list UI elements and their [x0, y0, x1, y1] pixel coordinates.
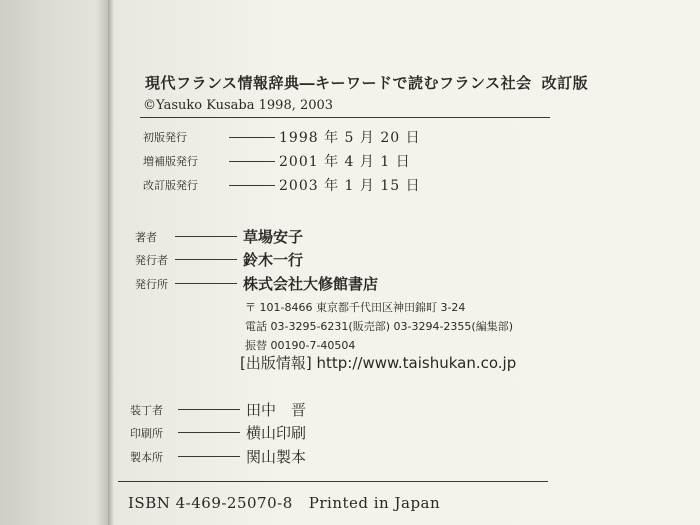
footer-rule	[118, 481, 548, 482]
history-row	[143, 151, 411, 171]
title-rule	[140, 117, 550, 118]
publisher-url: http://www.taishukan.co.jp	[316, 354, 517, 372]
edition-label: 改訂版	[541, 74, 589, 92]
production-row	[130, 399, 306, 420]
history-row	[143, 127, 421, 147]
staff-row	[135, 226, 303, 247]
staff-label: 著者	[135, 230, 157, 244]
history-label: 改訂版発行	[143, 179, 198, 192]
history-date: 1998 年 5 月 20 日	[279, 130, 421, 146]
leader-line	[229, 185, 275, 186]
production-row	[130, 446, 306, 467]
leader-line	[178, 409, 240, 410]
production-value: 横山印刷	[246, 424, 307, 442]
publisher-address: 〒 101-8466 東京都千代田区神田錦町 3-24	[245, 301, 466, 314]
staff-value: 鈴木一行	[243, 251, 304, 269]
copyright-line: ©Yasuko Kusaba 1998, 2003	[143, 98, 334, 113]
production-row	[130, 422, 306, 443]
history-label: 増補版発行	[143, 155, 198, 168]
publisher-transfer: 振替 00190-7-40504	[245, 339, 356, 352]
publisher-phone: 電話 03-3295-6231(販売部) 03-3294-2355(編集部)	[245, 320, 514, 333]
title-text: 現代フランス情報辞典―キーワードで読むフランス社会	[145, 74, 532, 92]
leader-line	[229, 137, 275, 138]
history-date: 2003 年 1 月 15 日	[279, 178, 421, 194]
staff-label: 発行所	[135, 277, 168, 291]
page-gutter	[0, 0, 112, 525]
staff-row	[135, 249, 303, 270]
production-value: 田中 晋	[246, 401, 307, 419]
url-label: [出版情報]	[240, 354, 312, 372]
production-value: 関山製本	[246, 448, 307, 466]
production-label: 装丁者	[130, 403, 163, 417]
history-row	[143, 175, 421, 195]
printed-in: Printed in Japan	[308, 494, 441, 512]
isbn-number: ISBN 4-469-25070-8	[128, 494, 293, 512]
book-title	[145, 72, 588, 93]
leader-line	[229, 161, 275, 162]
leader-line	[175, 259, 237, 260]
production-label: 製本所	[130, 450, 163, 464]
leader-line	[178, 456, 240, 457]
staff-value: 草場安子	[243, 228, 304, 246]
staff-label: 発行者	[135, 253, 168, 267]
leader-line	[175, 236, 237, 237]
publisher-url-row	[240, 352, 516, 373]
history-date: 2001 年 4 月 1 日	[279, 154, 411, 170]
leader-line	[175, 283, 237, 284]
history-label: 初版発行	[143, 131, 187, 144]
isbn-line	[128, 494, 440, 512]
production-label: 印刷所	[130, 426, 163, 440]
staff-row	[135, 273, 378, 294]
staff-value: 株式会社大修館書店	[243, 275, 379, 293]
leader-line	[178, 432, 240, 433]
